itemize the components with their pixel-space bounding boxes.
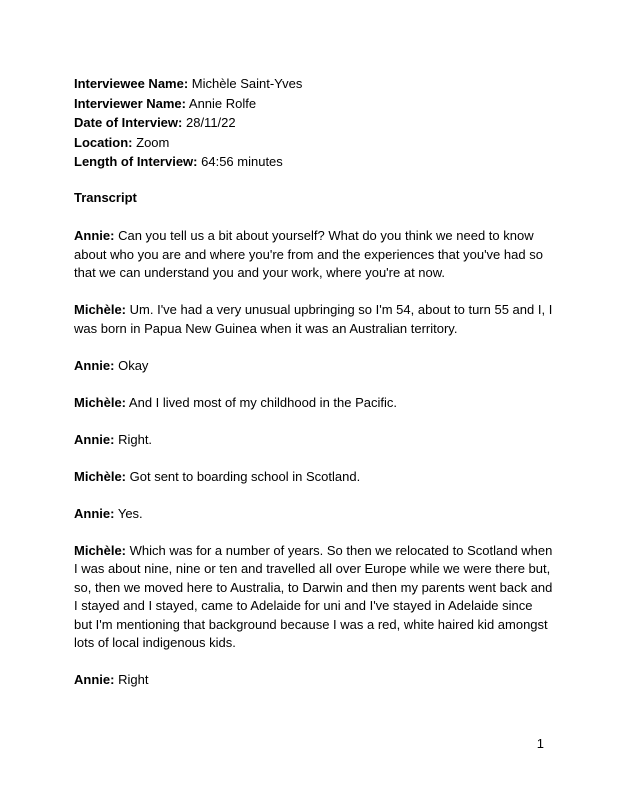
transcript-paragraph bbox=[74, 542, 554, 653]
speaker-label: Annie: bbox=[74, 431, 115, 447]
transcript-paragraph bbox=[74, 394, 554, 413]
transcript-paragraph bbox=[74, 671, 554, 690]
speech-text: Can you tell us a bit about yourself? What do you think we need to know about who you are and where you're from and the experiences that you've had so that we can understand you and your work, where you're at now. bbox=[74, 228, 543, 280]
transcript-heading: Transcript bbox=[74, 190, 137, 205]
speech-text: Right bbox=[118, 672, 149, 687]
speaker-label: Michèle: bbox=[74, 542, 127, 558]
length-of-interview-line bbox=[74, 152, 302, 172]
transcript-body bbox=[74, 227, 554, 708]
meta-value: Zoom bbox=[136, 134, 170, 150]
transcript-paragraph bbox=[74, 357, 554, 376]
meta-value: Annie Rolfe bbox=[188, 95, 257, 111]
transcript-paragraph bbox=[74, 431, 554, 450]
speech-text: Right. bbox=[118, 431, 153, 447]
speech-text: Okay bbox=[118, 357, 149, 373]
meta-label: Length of Interview: bbox=[74, 154, 198, 169]
speech-text: And I lived most of my childhood in the Pacific. bbox=[128, 394, 397, 410]
location-line bbox=[74, 133, 302, 153]
meta-value: 28/11/22 bbox=[185, 115, 236, 130]
speaker-label: Michèle: bbox=[74, 394, 127, 410]
speech-text: Yes. bbox=[117, 505, 143, 521]
speech-text: Which was for a number of years. So then we relocated to Scotland when I was about nine, nine or ten and travelled all over Europe while we were there but, so, then we moved here to Australia, to Darwin and then my parents went back and I stayed and I stayed, came to Adelaide for uni and I've stayed in Adelaide since but I'm mentioning that background because I was a red, white haired kid amongst lots of local indigenous kids. bbox=[74, 542, 553, 650]
speech-text: Got sent to boarding school in Scotland. bbox=[129, 468, 361, 484]
date-of-interview-line bbox=[74, 113, 302, 133]
meta-label: Date of Interview: bbox=[74, 115, 183, 130]
meta-value: Michèle Saint-Yves bbox=[191, 76, 303, 91]
transcript-paragraph bbox=[74, 227, 554, 283]
speaker-label: Michèle: bbox=[74, 468, 127, 484]
interviewer-name-line bbox=[74, 94, 302, 114]
meta-label: Location: bbox=[74, 134, 133, 150]
interviewee-name-line bbox=[74, 74, 302, 94]
transcript-paragraph bbox=[74, 505, 554, 524]
speaker-label: Annie: bbox=[74, 672, 115, 687]
meta-value: 64:56 minutes bbox=[201, 154, 283, 169]
speaker-label: Annie: bbox=[74, 228, 115, 243]
speaker-label: Michèle: bbox=[74, 302, 127, 317]
meta-label: Interviewee Name: bbox=[74, 76, 189, 91]
transcript-paragraph bbox=[74, 301, 554, 338]
speech-text: Um. I've had a very unusual upbringing so I'm 54, about to turn 55 and I, I was born in Papua New Guinea when it was an Australian territory. bbox=[74, 302, 553, 336]
transcript-paragraph bbox=[74, 468, 554, 487]
meta-label: Interviewer Name: bbox=[74, 95, 186, 111]
speaker-label: Annie: bbox=[74, 505, 115, 521]
page-number: 1 bbox=[536, 736, 544, 751]
interview-metadata bbox=[74, 74, 302, 172]
speaker-label: Annie: bbox=[74, 357, 115, 373]
